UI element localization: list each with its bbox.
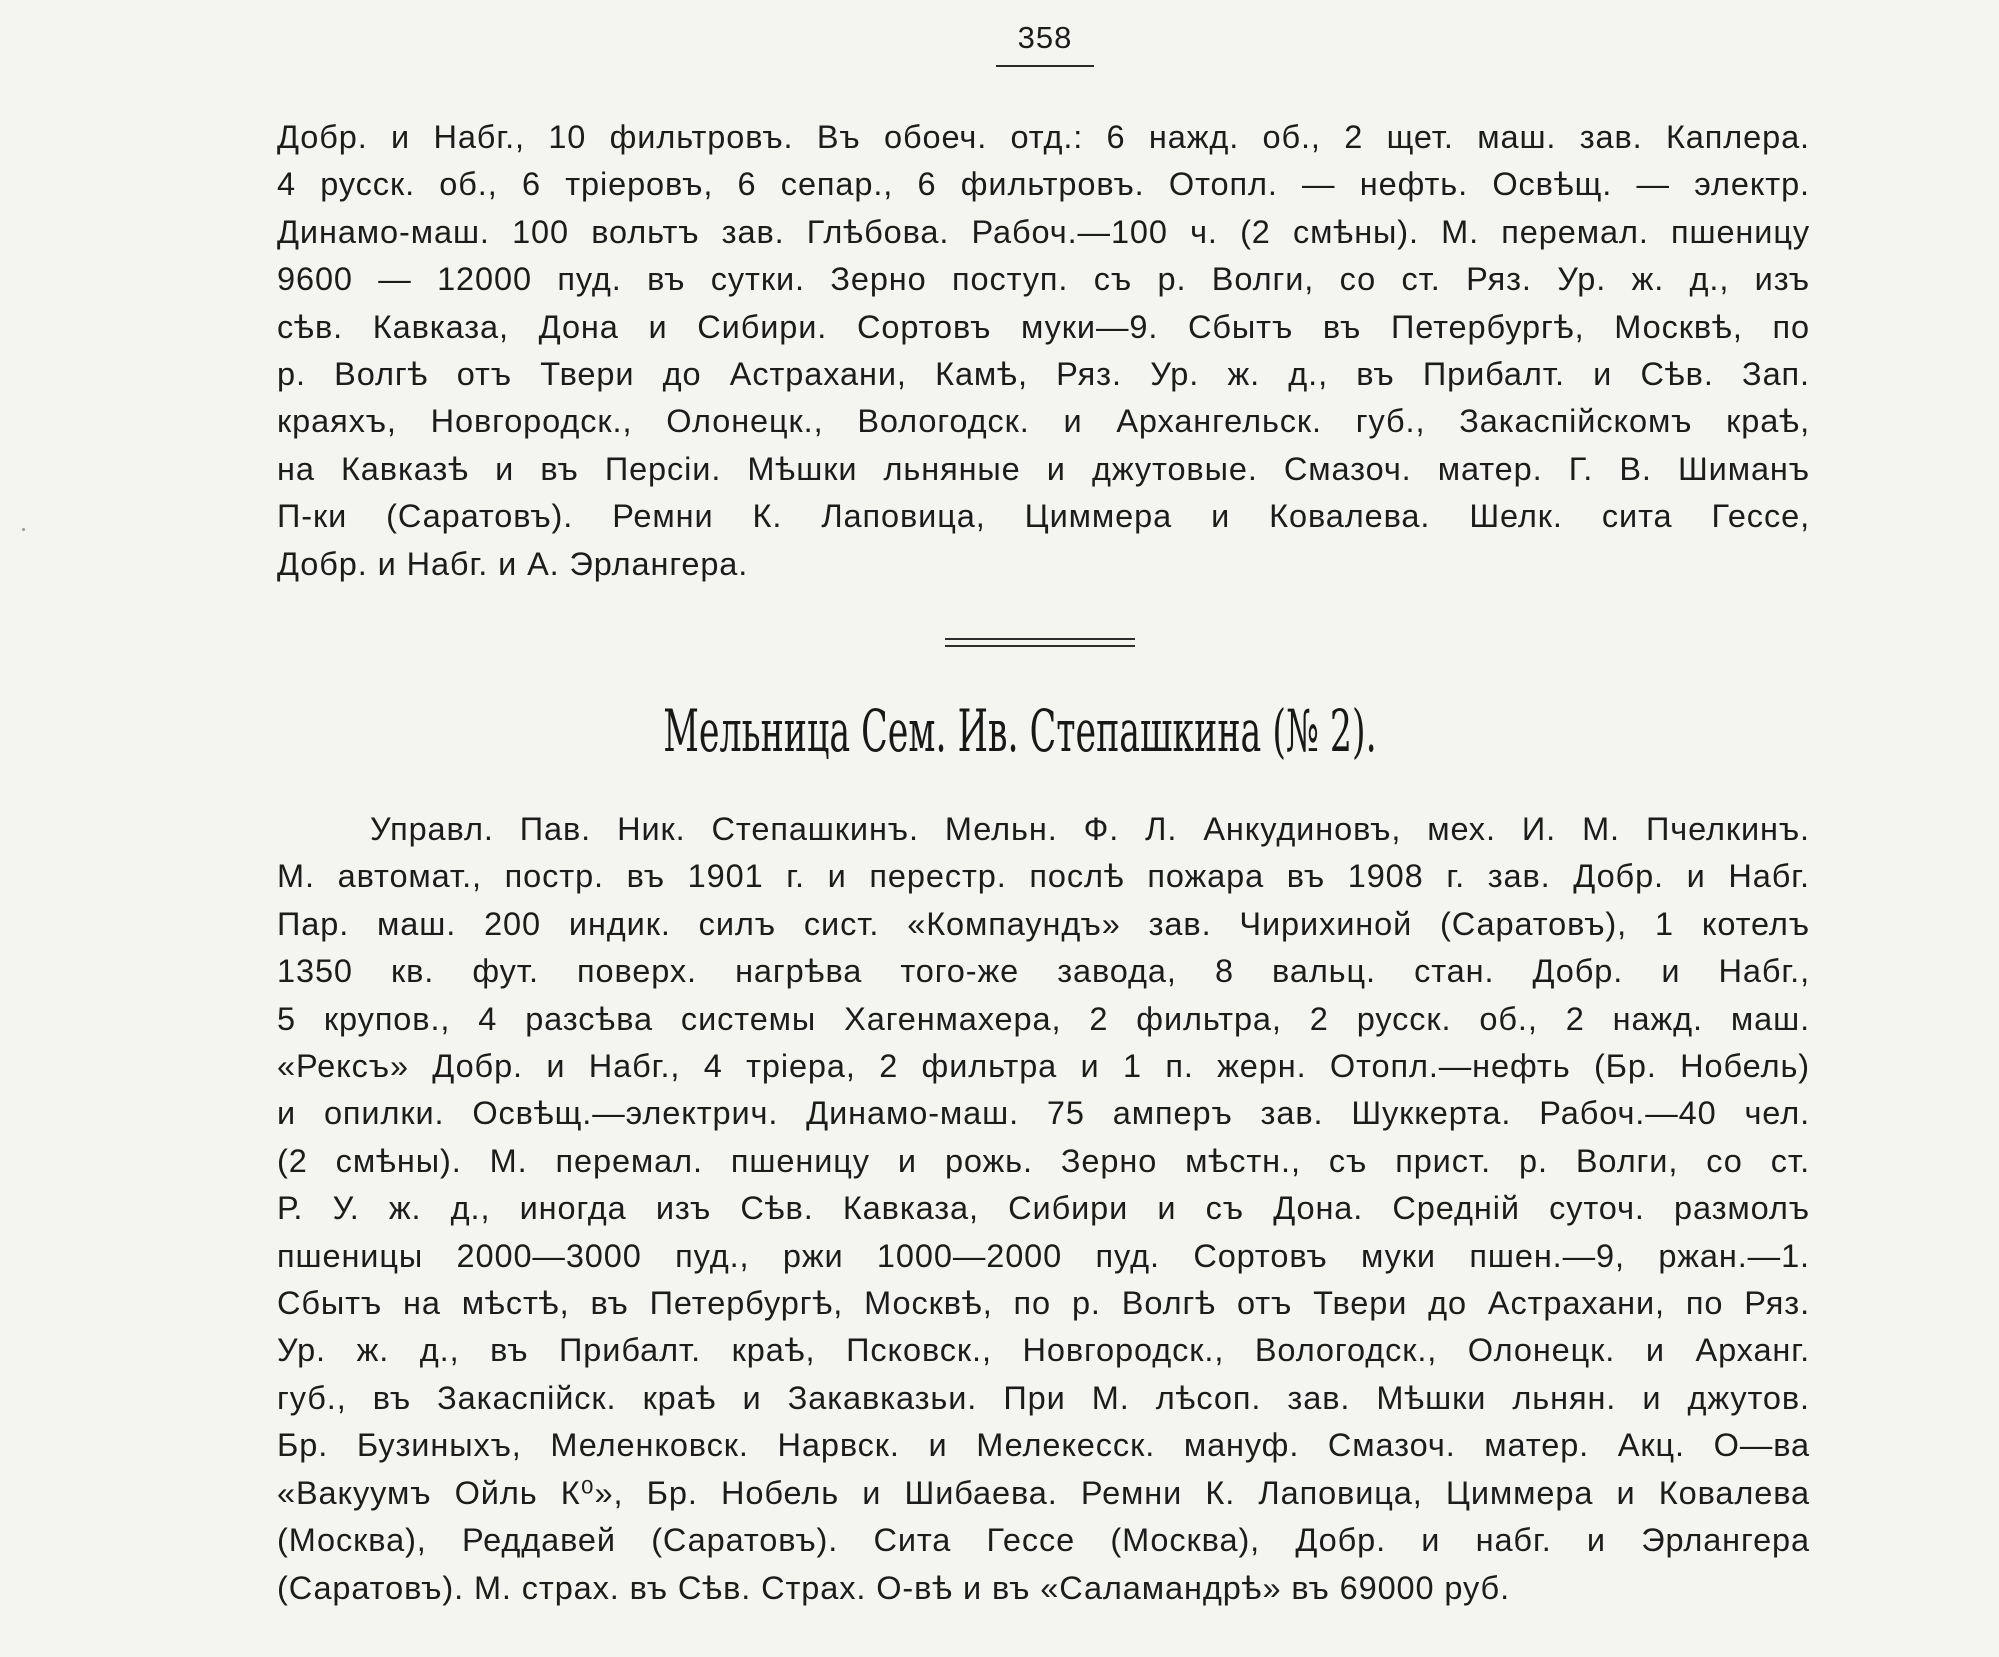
text-line: на Кавказѣ и въ Персіи. Мѣшки льняные и джутовые. Смазоч. матер. Г. В. Шиманъ xyxy=(277,450,1810,487)
text-line: и опилки. Освѣщ.—электрич. Динамо-маш. 75 амперъ зав. Шуккерта. Рабоч.—40 чел. xyxy=(277,1095,1810,1132)
text-line: пшеницы 2000—3000 пуд., ржи 1000—2000 пуд. Сортовъ муки пшен.—9, ржан.—1. xyxy=(277,1237,1810,1274)
text-line: сѣв. Кавказа, Дона и Сибири. Сортовъ муки—9. Сбытъ въ Петербургѣ, Москвѣ, по xyxy=(277,308,1810,345)
page-number: 358 xyxy=(1017,20,1073,55)
text-line: (Москва), Реддавей (Саратовъ). Сита Гессе (Москва), Добр. и набг. и Эрлангера xyxy=(277,1522,1810,1559)
text-line: 5 крупов., 4 разсѣва системы Хагенмахера, 2 фильтра, 2 русск. об., 2 нажд. маш. xyxy=(277,1000,1810,1037)
continuation-paragraph xyxy=(277,114,1810,588)
section-separator xyxy=(945,638,1135,647)
page-number-underline xyxy=(996,65,1094,67)
text-line: Добр. и Набг., 10 фильтровъ. Въ обоеч. отд.: 6 нажд. об., 2 щет. маш. зав. Каплера. xyxy=(277,119,1810,155)
text-line: (2 смѣны). М. перемал. пшеницу и рожь. Зерно мѣстн., съ прист. р. Волги, со ст. xyxy=(277,1142,1810,1179)
text-line: краяхъ, Новгородск., Олонецк., Вологодск. и Архангельск. губ., Закаспійскомъ краѣ, xyxy=(277,403,1810,440)
text-line: Управл. Пав. Ник. Степашкинъ. Мельн. Ф. Л. Анкудиновъ, мех. И. М. Пчелкинъ. xyxy=(370,811,1810,847)
text-line: «Рексъ» Добр. и Набг., 4 тріера, 2 фильтра и 1 п. жерн. Отопл.—нефть (Бр. Нобель) xyxy=(277,1048,1810,1085)
text-line: 4 русск. об., 6 тріеровъ, 6 сепар., 6 фильтровъ. Отопл. — нефть. Освѣщ. — электр. xyxy=(277,166,1810,203)
text-line: Р. У. ж. д., иногда изъ Сѣв. Кавказа, Сибири и съ Дона. Среднiй суточ. размолъ xyxy=(277,1190,1810,1227)
section-title: Мельница Сем. Ив. Степашкина (№ 2). xyxy=(663,697,1377,765)
text-line: (Саратовъ). М. страх. въ Сѣв. Страх. О-вѣ и въ «Саламандрѣ» въ 69000 руб. xyxy=(277,1569,1511,1606)
text-line: «Вакуумъ Ойль К⁰», Бр. Нобель и Шибаева. Ремни К. Лаповица, Циммера и Ковалева xyxy=(277,1474,1810,1511)
separator-rule xyxy=(945,638,1135,640)
text-line: М. автомат., постр. въ 1901 г. и перестр. послѣ пожара въ 1908 г. зав. Добр. и Набг. xyxy=(277,858,1810,895)
text-line: 9600 — 12000 пуд. въ сутки. Зерно поступ. съ р. Волги, со ст. Ряз. Ур. ж. д., изъ xyxy=(277,261,1810,298)
text-line: Пар. маш. 200 индик. силъ сист. «Компаундъ» зав. Чирихиной (Саратовъ), 1 котелъ xyxy=(277,905,1810,942)
text-line: П-ки (Саратовъ). Ремни К. Лаповица, Циммера и Ковалева. Шелк. сита Гессе, xyxy=(277,498,1810,535)
text-line: Бр. Бузиныхъ, Меленковск. Нарвск. и Мелекесск. мануф. Смазоч. матер. Акц. О—ва xyxy=(277,1427,1810,1464)
text-line: Ур. ж. д., въ Прибалт. краѣ, Псковск., Новгородск., Вологодск., Олонецк. и Арханг. xyxy=(277,1332,1810,1369)
text-line: 1350 кв. фут. поверх. нагрѣва того-же завода, 8 вальц. стан. Добр. и Набг., xyxy=(277,953,1810,990)
text-line: Сбытъ на мѣстѣ, въ Петербургѣ, Москвѣ, по р. Волгѣ отъ Твери до Астрахани, по Ряз. xyxy=(277,1285,1810,1322)
text-line: губ., въ Закаспійск. краѣ и Закавказьи. При М. лѣсоп. зав. Мѣшки льнян. и джутов. xyxy=(277,1379,1810,1416)
text-line: р. Волгѣ отъ Твери до Астрахани, Камѣ, Ряз. Ур. ж. д., въ Прибалт. и Сѣв. Зап. xyxy=(277,356,1810,393)
text-line: Добр. и Набг. и А. Эрлангера. xyxy=(277,545,749,582)
scan-speck xyxy=(22,528,25,531)
section-paragraph xyxy=(277,806,1810,1612)
text-line: Динамо-маш. 100 вольтъ зав. Глѣбова. Рабоч.—100 ч. (2 смѣны). М. перемал. пшеницу xyxy=(277,213,1810,250)
page-header xyxy=(995,22,1095,67)
separator-rule xyxy=(945,645,1135,647)
